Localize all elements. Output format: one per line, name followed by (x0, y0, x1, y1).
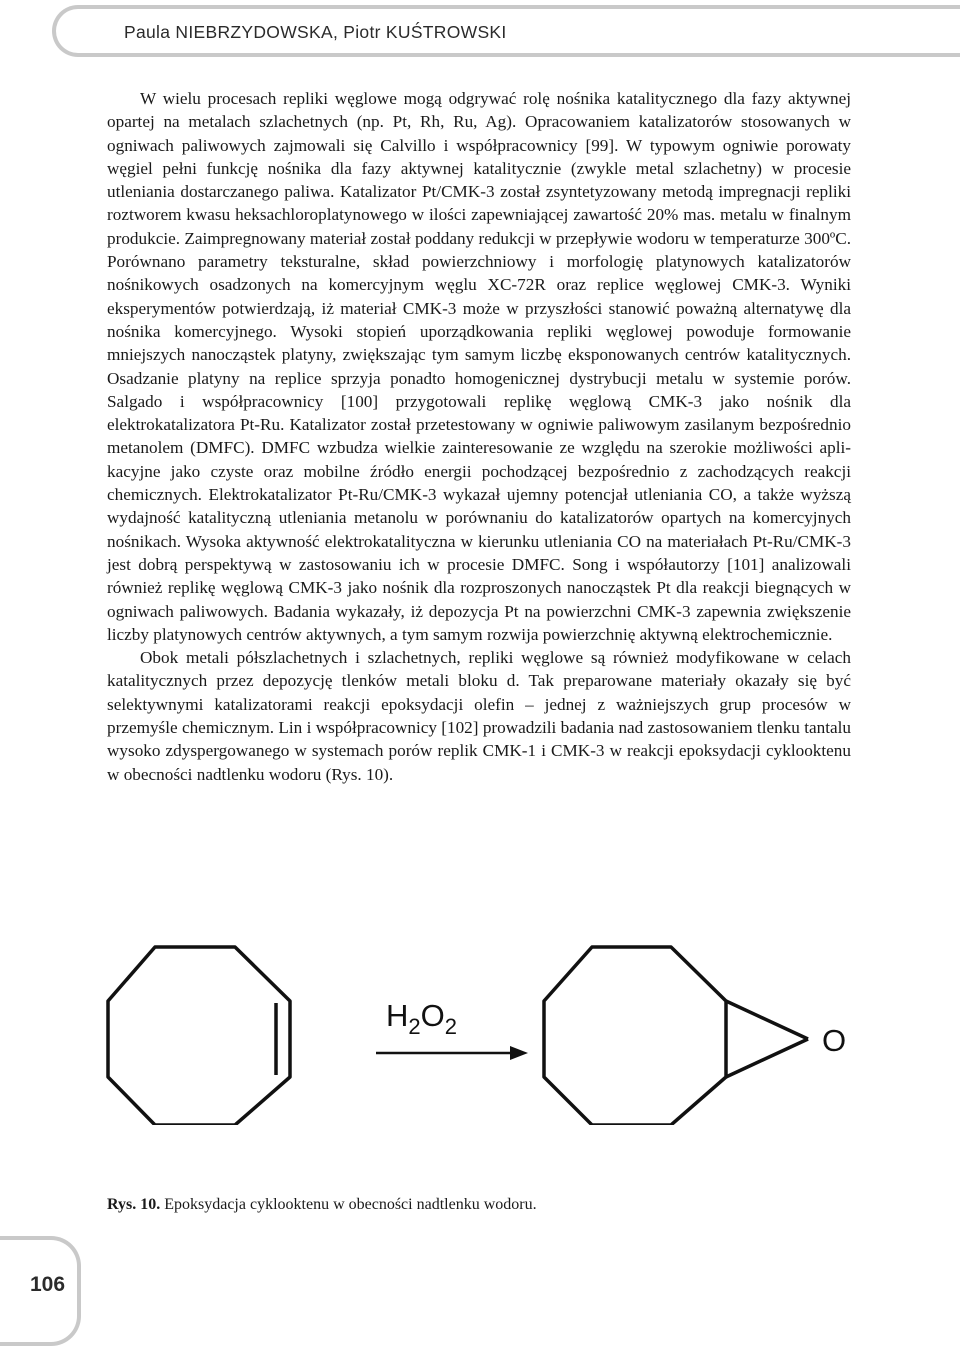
reaction-scheme (100, 935, 870, 1125)
reaction-figure (100, 935, 870, 1125)
reaction-arrow-head (510, 1046, 528, 1060)
running-head: Paula NIEBRZYDOWSKA, Piotr KUŚTROWSKI (124, 22, 507, 42)
caption-label: Rys. 10. (107, 1196, 161, 1213)
product-ring (544, 947, 726, 1125)
epoxide-oxygen-label: O (822, 1023, 847, 1058)
epoxide-bond-top (726, 1001, 808, 1039)
epoxide-bond-bottom (726, 1039, 808, 1077)
page-number: 106 (30, 1273, 66, 1296)
body-text (107, 87, 851, 786)
paragraph-2: Obok metali półszlachetnych i szlachetnych, repliki węglowe są również modyfikowane w celach katalitycznych przez depozycję tlenków metali bloku d. Tak preparowane materiały okazały się być selektywnymi katalizatorami reakcji epoksydacji olefin – jednej z ważniejszych grup procesów w przemyśle chemicznym. Lin i współpracownicy [102] prowadzili badania nad zastosowaniem tlenku tantalu wysoko zdyspergowanego w systemach porów replik CMK-1 i CMK-3 w reakcji epoksydacji cyklooktenu w obecności nadtlenku wodoru (Rys. 10). (107, 648, 851, 784)
caption-text: Epoksydacja cyklooktenu w obecności nadtlenku wodoru. (160, 1196, 537, 1213)
reagent-label: H2O2 (386, 998, 458, 1039)
cyclooctene-ring (108, 947, 290, 1125)
paragraph-1: W wielu procesach repliki węglowe mogą odgrywać rolę nośnika katalitycznego dla fazy aktywnej opartej na metalach szlachetnych (np. Pt, Rh, Ru, Ag). Opracowaniem katalizatorów stosowanych w ogniwach paliwowych zajmowali się Calvillo i współpracownicy [99]. W typowym ogniwie porowaty węgiel pełni funkcję nośnika dla fazy aktywnej katalitycznie (zwykle metal szlachetny) w procesie utleniania dostarczanego paliwa. Katalizator Pt/CMK-3 został zsyntetyzowany metodą impregnacji repliki roztworem kwasu heksachloroplatynowego w ilości zapewniającej zawartość 20% mas. metalu w finalnym produkcie. Zaimpregnowany materiał został poddany redukcji w przepływie wodoru w temperaturze 300ºC. Porównano parametry teksturalne, skład powierzchniowy i morfologię platynowych katalizatorów nośnikowych osadzonych na komercyjnym węglu XC-72R oraz replice węglowej CMK-3. Wyniki eksperymentów potwierdzają, iż materiał CMK-3 może w przyszłości stanowić poważną alternatywę dla nośnika komercyjnego. Wysoki stopień uporządkowania repliki węglowej powoduje formowanie mniejszych nanocząstek platyny, zwiększając tym samym liczbę eksponowanych centrów katalitycznych. Osadzanie platyny na replice sprzyja ponadto homogenicznej dystrybucji metalu w systemie porów. Salgado i współpracownicy [100] przygotowali replikę węglową CMK-3 jako nośnik dla elektrokatalizatora Pt-Ru. Katalizator został przetestowany w ogniwie paliwowym zasilanym bezpośrednio metanolem (DMFC). DMFC wzbudza wielkie zainteresowanie ze względu na szerokie możliwości aplikacyjne jako czyste oraz mobilne źródło energii pochodzącej bezpośrednio z zachodzących reakcji chemicznych. Elektrokatalizator Pt-Ru/CMK-3 wykazał ujemny potencjał utleniania CO, a także wyższą wydajność katalityczną utleniania metanolu w porównaniu do katalizatorów opartych na komercyjnych nośnikach. Wysoka aktywność elektrokatalityczna w kierunku utleniania CO na materiałach Pt-Ru/CMK-3 jest dobrą perspektywą w zastosowaniu ich w procesie DMFC. Song i współautorzy [101] analizowali również replikę węglową CMK-3 jako nośnik dla rozproszonych nanocząstek Pt dla reakcji biegnących w ogniwach paliwowych. Badania wykazały, iż depozycja Pt na powierzchni CMK-3 zapewnia zwiększenie liczby platynowych centrów aktywnych, a tym samym rozwija powierzchnię aktywną elektrochemicznie. (107, 89, 851, 644)
figure-caption (107, 1196, 537, 1214)
